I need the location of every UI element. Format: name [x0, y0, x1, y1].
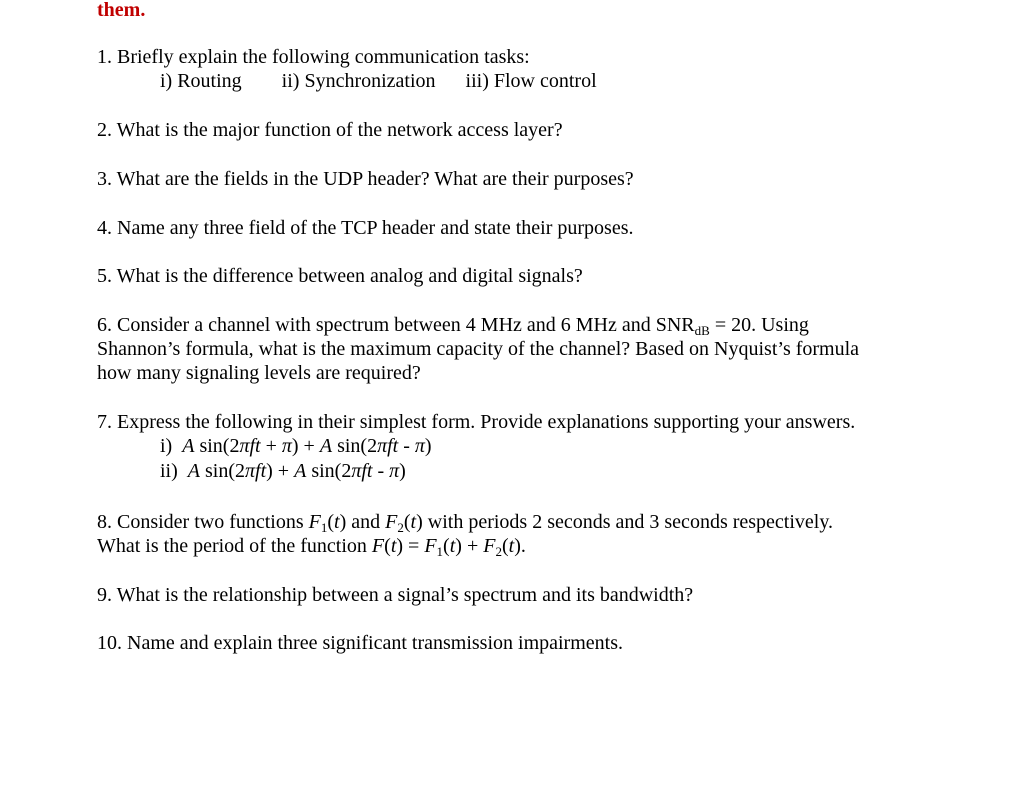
text-segment: ) + [291, 435, 320, 457]
header-text: them. [97, 0, 146, 21]
question-2 [97, 118, 563, 142]
text-segment: F [483, 535, 496, 557]
text-segment: sin(2 [332, 435, 378, 457]
text-segment: 1 [320, 520, 328, 535]
question-number: 3. [97, 168, 112, 190]
question-text: Name any three field of the TCP header and state their purposes. [117, 217, 634, 239]
text-segment: F [371, 535, 385, 557]
subitem-flow-control: iii) Flow control [465, 70, 597, 92]
text-segment: ) and [339, 511, 386, 533]
text-segment: πft [351, 460, 373, 482]
text-segment: ) + [266, 460, 295, 482]
question-text: Briefly explain the following communication tasks: [117, 46, 530, 68]
question-text: What is the major function of the network access layer? [116, 119, 563, 141]
text-segment: πft [239, 435, 261, 457]
subscript: dB [694, 323, 710, 338]
question-number: 4. [97, 217, 112, 239]
question-number: 9. [97, 584, 112, 606]
text-segment: t [390, 535, 397, 557]
text-segment: ) with periods 2 seconds and 3 seconds respectively. [416, 511, 834, 533]
text-segment: sin(2 [306, 460, 352, 482]
text-segment: A [187, 460, 200, 482]
text-segment: ii) [160, 460, 178, 482]
question-number: 1. [97, 46, 112, 68]
text-segment: t [508, 535, 515, 557]
subitem-synchronization: ii) Synchronization [281, 70, 436, 92]
subitem-routing: i) Routing [160, 70, 242, 92]
question-number: 6. [97, 314, 112, 336]
question-text: = 20. Using [709, 314, 809, 336]
text-segment: A [182, 435, 195, 457]
text-segment: πft [245, 460, 267, 482]
text-segment: ( [327, 511, 335, 533]
question-number: 7. [97, 411, 112, 433]
text-segment: ) [399, 460, 406, 482]
question-text: Shannon’s formula, what is the maximum capacity of the channel? Based on Nyquist’s formula [97, 338, 860, 360]
question-text: Consider a channel with spectrum between 4 MHz and 6 MHz and SNR [117, 314, 695, 336]
text-segment: π [414, 435, 425, 457]
text-segment: F [385, 511, 398, 533]
text-segment: ( [403, 511, 411, 533]
text-segment: - [372, 460, 390, 482]
text-segment: F [308, 511, 321, 533]
text-segment: ) = [396, 535, 425, 557]
text-segment: + [260, 435, 282, 457]
question-text: Express the following in their simplest form. Provide explanations supporting your answers. [117, 411, 856, 433]
text-segment: A [319, 435, 333, 457]
question-number: 10. [97, 632, 122, 654]
question-10 [97, 631, 623, 655]
text-segment: Consider two functions [117, 511, 309, 533]
text-segment: ) + [455, 535, 484, 557]
question-4 [97, 216, 634, 240]
question-3 [97, 167, 634, 191]
text-segment: sin(2 [194, 435, 240, 457]
text-segment: ( [443, 535, 450, 557]
text-segment: ( [501, 535, 509, 557]
text-segment: π [389, 460, 400, 482]
text-segment: ). [514, 535, 526, 557]
question-number: 5. [97, 265, 112, 287]
text-segment: t [334, 511, 340, 533]
text-segment: - [398, 435, 415, 457]
text-segment: t [410, 511, 417, 533]
question-number: 2. [97, 119, 112, 141]
question-5 [97, 264, 583, 288]
question-text: how many signaling levels are required? [97, 362, 421, 384]
text-segment: A [294, 460, 307, 482]
question-text: Name and explain three significant transmission impairments. [127, 632, 623, 654]
text-segment: 1 [436, 544, 444, 559]
text-segment: i) [160, 435, 173, 457]
question-text: What is the relationship between a signal’s spectrum and its bandwidth? [116, 584, 694, 606]
text-segment: What is the period of the function [97, 535, 372, 557]
text-segment: 8. [97, 511, 112, 533]
text-segment: sin(2 [200, 460, 245, 482]
text-segment: πft [377, 435, 399, 457]
text-segment: π [281, 435, 292, 457]
text-segment: F [424, 535, 437, 557]
question-text: What are the fields in the UDP header? What are their purposes? [116, 168, 634, 190]
text-segment: t [449, 535, 456, 557]
text-segment: 2 [495, 544, 502, 559]
expression-ii [160, 459, 406, 483]
text-segment: ( [384, 535, 391, 557]
text-segment: 2 [397, 520, 404, 535]
text-segment: ) [424, 435, 432, 457]
question-9 [97, 583, 693, 607]
expression-i [160, 434, 432, 458]
question-text: What is the difference between analog and digital signals? [116, 265, 583, 287]
